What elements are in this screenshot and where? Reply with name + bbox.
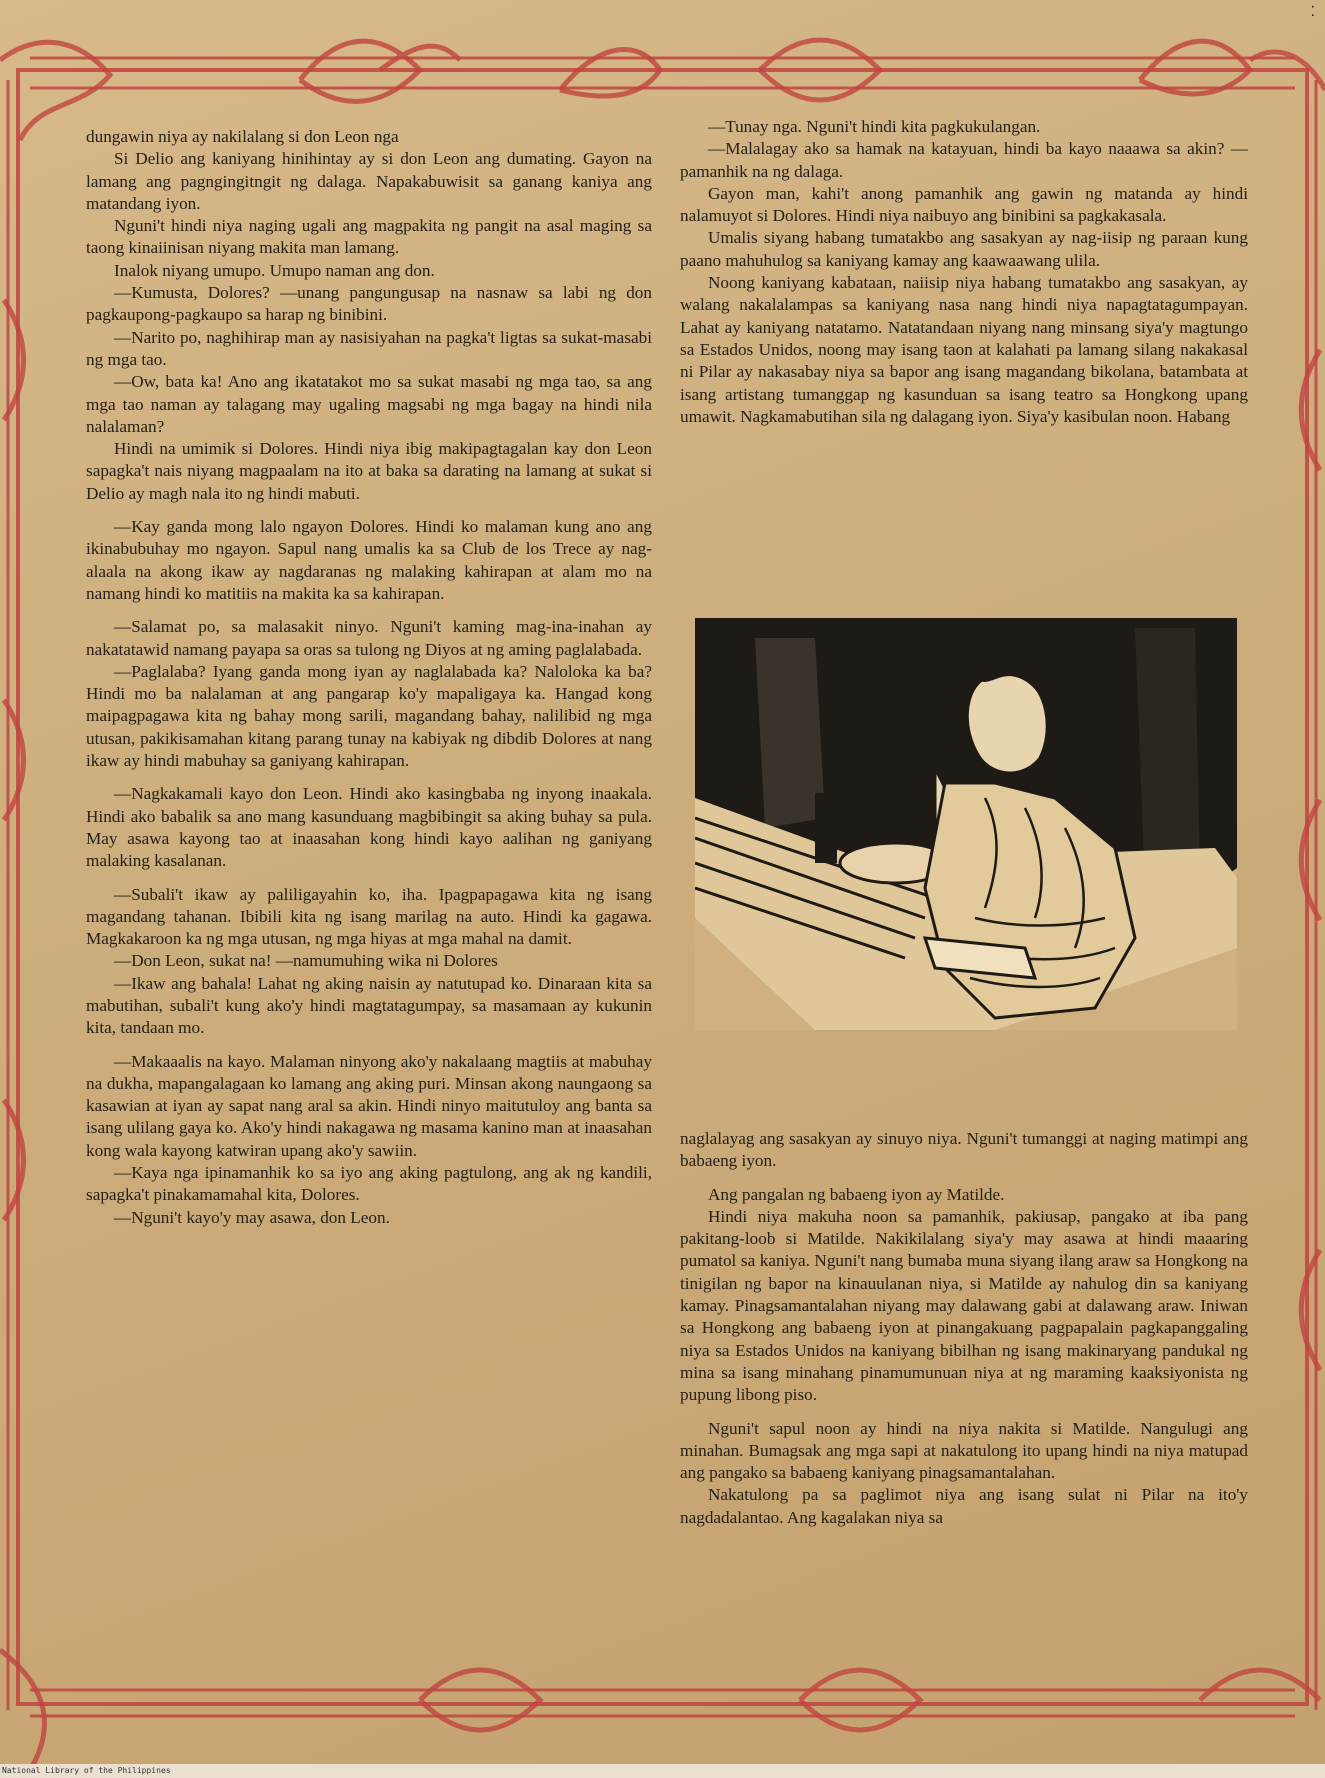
left-paragraph: —Salamat po, sa malasakit ninyo. Nguni't kaming mag-ina-inahan ay nakatatawid namang payapa sa oras sa tulong ng Diyos at ng aming paglalabada. [86, 617, 652, 659]
left-paragraph: Nguni't hindi niya naging ugali ang magpakita ng pangit na asal maging sa taong kinaiinisan niyang makita man lamang. [86, 216, 652, 258]
left-paragraph: —Ow, bata ka! Ano ang ikatatakot mo sa sukat masabi ng mga tao, sa ang mga tao naman ay talagang may ugaling magsabi ng mga bagay na hindi nila nalalaman? [86, 372, 652, 436]
left-paragraph: —Ikaw ang bahala! Lahat ng aking naisin ay natutupad ko. Dinaraan kita sa mabutihan, subali't kung ako'y hindi magtatagumpay, sa masamaan ay kukunin kita, tandaan mo. [86, 973, 652, 1038]
right-bottom-text-column [680, 1128, 1248, 1529]
right-top-paragraph: —Malalagay ako sa hamak na katayuan, hindi ba kayo naaawa sa akin? —pamanhik na ng dalaga. [680, 139, 1248, 181]
left-paragraph: —Kumusta, Dolores? —unang pangungusap na nasnaw sa labi ng don pagkaupong-pagkaupo sa harap ng binibini. [86, 283, 652, 325]
left-paragraph: dungawin niya ay nakilalang si don Leon nga [86, 127, 399, 146]
left-paragraph: Si Delio ang kaniyang hinihintay ay si don Leon ang dumating. Gayon na lamang ang pagngingitngit ng dalaga. Napakabuwisit sa ganang kaniya ang matandang iyon. [86, 149, 652, 213]
corner-mark: ⁚ [1310, 5, 1315, 20]
illustration-woman-at-table [695, 618, 1237, 1030]
right-bottom-paragraph: naglalayag ang sasakyan ay sinuyo niya. Nguni't tumanggi at naging matimpi ang babaeng iyon. [680, 1129, 1248, 1171]
left-paragraph: —Narito po, naghihirap man ay nasisiyahan na pagka't ligtas sa sukat-masabi ng mga tao. [86, 327, 652, 369]
library-footer: National Library of the Philippines [0, 1764, 1325, 1778]
left-paragraph: —Kay ganda mong lalo ngayon Dolores. Hindi ko malaman kung ano ang ikinabubuhay mo ngayon. Sapul nang umalis ka sa Club de los Trece ay nag-alaala na akong ikaw ay nagdaranas ng malaking kahirapan at alam mo na namang hindi ko matitiis na makita ka sa kahirapan. [86, 517, 652, 603]
right-top-text-column [680, 116, 1248, 428]
right-bottom-paragraph: Hindi niya makuha noon sa pamanhik, pakiusap, pangako at iba pang pakitang-loob si Matilde. Nakikilalang siya'y may asawa at hindi maaaring pumatol sa kaniya. Nguni't nang bumaba muna siyang ilang araw sa Hongkong na tinigilan ng bapor na kinauulanan niya, si Matilde ay nahulog din sa kaniyang kamay. Pinagsamantalahan niyang may dalawang gabi at dalawang araw. Iniwan sa Hongkong ang babaeng iyon at pinangakuang pagpapalain pagkapanggaling niya sa Estados Unidos na kaniyang bibilhan ng isang makinaryang pandukal ng mina sa isang minahang pinamumunuan niya at ng maraming kaaksiyonista ng pupung libong piso. [680, 1206, 1248, 1405]
right-top-paragraph: Gayon man, kahi't anong pamanhik ang gawin ng matanda ay hindi nalamuyot si Dolores. Hindi niya naibuyo ang binibini sa pagkakasala. [680, 183, 1248, 226]
left-paragraph: Inalok niyang umupo. Umupo naman ang don. [114, 260, 435, 280]
left-text-column [86, 126, 652, 1229]
right-top-paragraph: Noong kaniyang kabataan, naiisip niya habang tumatakbo ang sasakyan, ay walang nakalalampas sa kaniyang nasa nang hindi niya napagtatagumpayan. Lahat ay kaniyang natatamo. Natatandaan niyang nang minsang siya'y magtungo sa Estados Unidos, noong may isang taon at kalahati pa lamang silang nakakasal ni Pilar ay nakasabay niya sa bapor ang isang magandang bikolana, batambata at isang artistang tumanggap ng kasunduan sa isang teatro sa Hongkong upang umawit. Nagkamabutihan sila ng dalagang iyon. Siya'y kasibulan noon. Habang [680, 273, 1248, 426]
left-paragraph: —Nguni't kayo'y may asawa, don Leon. [114, 1207, 390, 1227]
right-bottom-paragraph: Nakatulong pa sa paglimot niya ang isang sulat ni Pilar na ito'y nagdadalantao. Ang kagalakan niya sa [680, 1485, 1248, 1527]
left-paragraph: —Makaaalis na kayo. Malaman ninyong ako'y nakalaang magtiis at mabuhay na dukha, mapangalagaan ko lamang ang aking puri. Minsan akong naungaong sa kasawian at iyan ay sapat nang aral sa akin. Hindi ninyo maitutuloy ang banta sa isang ulilang gaya ko. Ako'y hindi nakagawa ng masama kanino man at inaasahan kong wala kayong katwiran upang ako'y sawiin. [86, 1051, 652, 1160]
left-paragraph: —Nagkakamali kayo don Leon. Hindi ako kasingbaba ng inyong inaakala. Hindi ako babalik sa ano mang kasunduang magbibingit sa aking buhay sa pula. May asawa kayong tao at inaasahan kong hindi kayo aalihan ng ganiyang malaking kasalanan. [86, 784, 652, 871]
left-paragraph: —Subali't ikaw ay paliligayahin ko, iha. Ipagpapagawa kita ng isang magandang tahanan. Ibibili kita ng isang marilag na auto. Hindi ka gagawa. Magkakaroon ka ng mga utusan, ng mga hiyas at mga mahal na damit. [86, 884, 652, 949]
right-top-paragraph: —Tunay nga. Nguni't hindi kita pagkukulangan. [708, 117, 1041, 136]
left-paragraph: Hindi na umimik si Dolores. Hindi niya ibig makipagtagalan kay don Leon sapagka't nais niyang magpaalam na ito at baka sa darating na lamang at sukat si Delio ay magh nala ito ng hindi mabuti. [86, 439, 652, 503]
left-paragraph: —Kaya nga ipinamanhik ko sa iyo ang aking pagtulong, ang ak ng kandili, sapagka't pinakamamahal kita, Dolores. [86, 1163, 652, 1205]
right-top-paragraph: Umalis siyang habang tumatakbo ang sasakyan ay nag-iisip ng paraan kung paano mahuhulog sa kaniyang kamay ang kaawaawang ulila. [680, 228, 1248, 270]
left-paragraph: —Don Leon, sukat na! —namumuhing wika ni Dolores [114, 951, 498, 971]
right-bottom-paragraph: Nguni't sapul noon ay hindi na niya nakita si Matilde. Nangulugi ang minahan. Bumagsak ang mga sapi at nakatulong ito upang hindi na niya matupad ang pangako sa babaeng kaniyang pinagsamantalahan. [680, 1418, 1248, 1483]
right-bottom-paragraph: Ang pangalan ng babaeng iyon ay Matilde. [708, 1184, 1005, 1204]
left-paragraph: —Paglalaba? Iyang ganda mong iyan ay naglalabada ka? Naloloka ka ba? Hindi mo ba nalalaman at ang pangarap ko'y mapaligaya ka. Hangad kong maipagpagawa kita ng bahay mong sarili, magandang bahay, nalilibid ng mga utusan, pakikisamahan kitang parang tunay na kabiyak ng dibdib Dolores at nang ikaw ay hindi mabuhay sa ganiyang kahirapan. [86, 661, 652, 771]
